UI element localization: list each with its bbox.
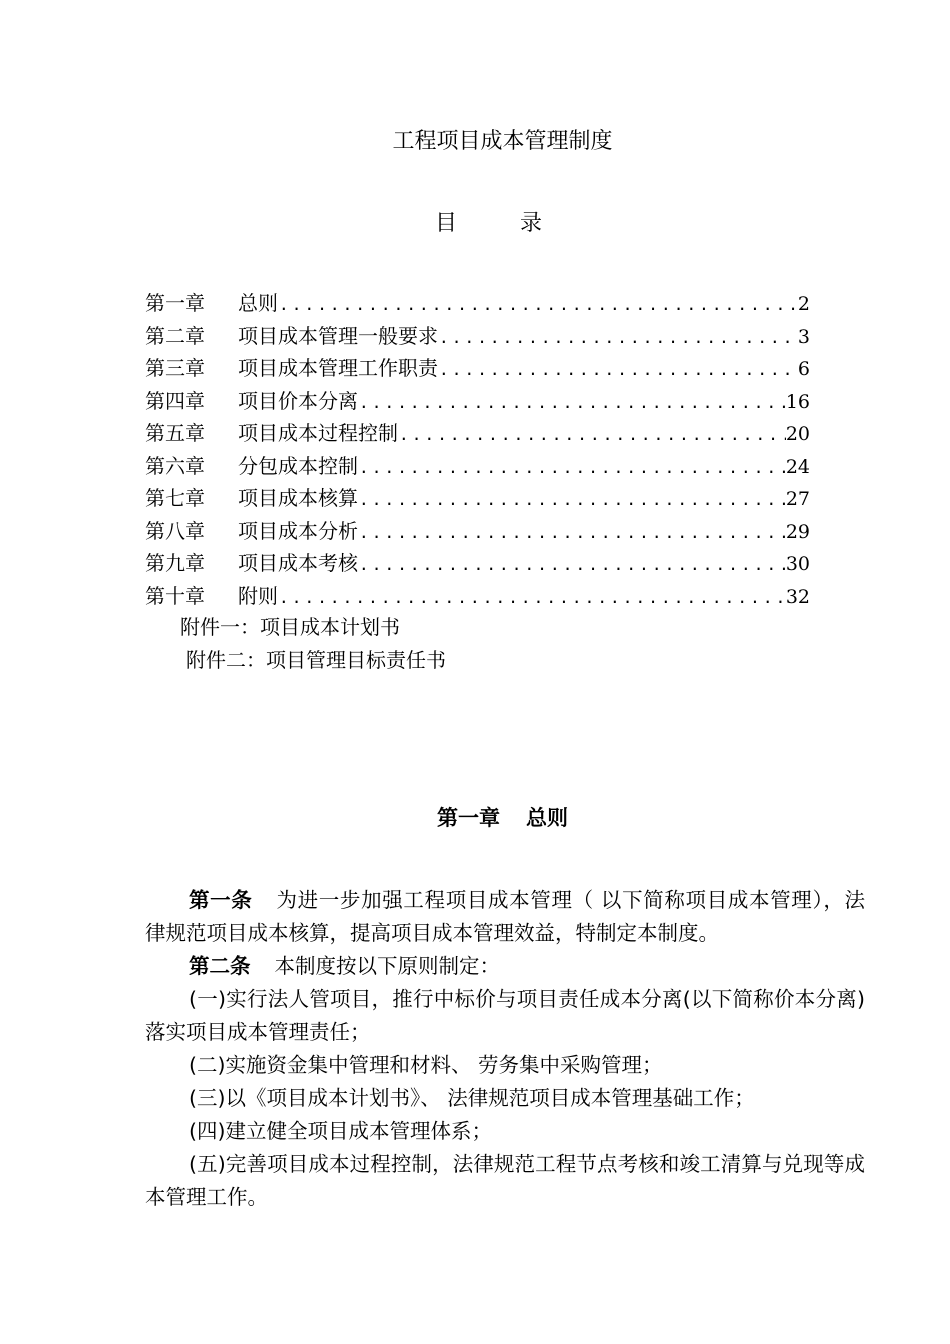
toc-chapter-title: 总则	[238, 291, 278, 315]
toc-chapter-title: 附则	[238, 583, 278, 608]
principle-item: (三)以《项目成本计划书》、 法律规范项目成本管理基础工作；	[189, 1086, 755, 1110]
chapter-body	[145, 884, 865, 1214]
toc-appendix-1[interactable]: 附件一：项目成本计划书	[180, 615, 400, 639]
toc-leader-dots	[359, 484, 786, 517]
toc-entry[interactable]	[145, 385, 810, 418]
chapter-number: 第一章	[437, 806, 500, 830]
toc-leader-dots	[279, 289, 798, 322]
toc-leader-dots	[359, 549, 786, 582]
toc-entry[interactable]	[145, 515, 810, 548]
toc-chapter-number: 第七章	[145, 486, 205, 510]
toc-leader-dots	[439, 322, 798, 355]
toc-chapter-number: 第五章	[145, 421, 205, 445]
toc-chapter-title: 项目成本分析	[238, 518, 358, 543]
article-label: 第一条	[189, 888, 253, 912]
article-label: 第二条	[189, 954, 251, 978]
toc-page-number: 20	[785, 423, 810, 445]
toc-chapter-number: 第十章	[145, 583, 205, 608]
chapter-title: 总则	[526, 806, 568, 830]
principle-item: (四)建立健全项目成本管理体系；	[189, 1119, 492, 1143]
toc-entry[interactable]	[145, 287, 810, 320]
article-1	[145, 884, 865, 950]
toc-chapter-number: 第三章	[145, 356, 205, 380]
toc-page-number: 6	[797, 358, 810, 380]
toc-leader-dots	[359, 517, 786, 550]
document-title: 工程项目成本管理制度	[392, 129, 613, 154]
toc-chapter-title: 项目成本管理工作职责	[238, 356, 438, 380]
toc-leader-dots	[439, 354, 798, 387]
principle-item: (二)实施资金集中管理和材料、 劳务集中采购管理；	[189, 1053, 663, 1077]
toc-page-number: 29	[785, 520, 810, 543]
table-of-contents	[145, 287, 810, 612]
toc-chapter-number: 第二章	[145, 323, 205, 348]
toc-page-number: 27	[785, 488, 810, 510]
toc-entry[interactable]	[145, 450, 810, 483]
toc-chapter-title: 项目价本分离	[238, 388, 358, 413]
toc-entry[interactable]	[145, 417, 810, 450]
toc-chapter-title: 项目成本过程控制	[238, 421, 398, 445]
toc-page-number: 30	[785, 553, 810, 575]
toc-page-number: 2	[797, 293, 810, 315]
toc-chapter-title: 分包成本控制	[238, 453, 358, 478]
toc-entry[interactable]	[145, 352, 810, 385]
toc-leader-dots	[359, 387, 786, 420]
toc-page-number: 3	[797, 325, 810, 348]
toc-chapter-number: 第六章	[145, 453, 205, 478]
toc-leader-dots	[279, 582, 786, 615]
toc-entry[interactable]	[145, 580, 810, 613]
article-text: 本制度按以下原则制定：	[274, 954, 500, 978]
toc-chapter-number: 第四章	[145, 388, 205, 413]
toc-appendix-2[interactable]: 附件二：项目管理目标责任书	[186, 648, 446, 672]
chapter-heading	[0, 802, 950, 832]
toc-leader-dots	[399, 419, 786, 452]
toc-page-number: 32	[785, 585, 810, 608]
toc-heading: 目 录	[435, 211, 570, 236]
toc-chapter-title: 项目成本考核	[238, 551, 358, 575]
toc-page-number: 24	[785, 455, 810, 478]
toc-entry[interactable]	[145, 482, 810, 515]
principle-item: (一)实行法人管项目，推行中标价与项目责任成本分离(以下简称价本分离)落实项目成本管理责任；	[145, 987, 865, 1044]
toc-entry[interactable]	[145, 320, 810, 353]
toc-chapter-title: 项目成本核算	[238, 486, 358, 510]
toc-chapter-title: 项目成本管理一般要求	[238, 323, 438, 348]
toc-page-number: 16	[785, 390, 810, 413]
article-2	[145, 950, 865, 983]
principle-item: (五)完善项目成本过程控制，法律规范工程节点考核和竣工清算与兑现等成本管理工作。	[145, 1152, 865, 1209]
toc-leader-dots	[359, 452, 786, 485]
toc-chapter-number: 第九章	[145, 551, 205, 575]
toc-chapter-number: 第八章	[145, 518, 205, 543]
article-text: 为进一步加强工程项目成本管理（ 以下简称项目成本管理），法律规范项目成本核算，提高项目成本管理效益，特制定本制度。	[145, 888, 866, 945]
toc-entry[interactable]	[145, 547, 810, 580]
toc-chapter-number: 第一章	[145, 291, 205, 315]
